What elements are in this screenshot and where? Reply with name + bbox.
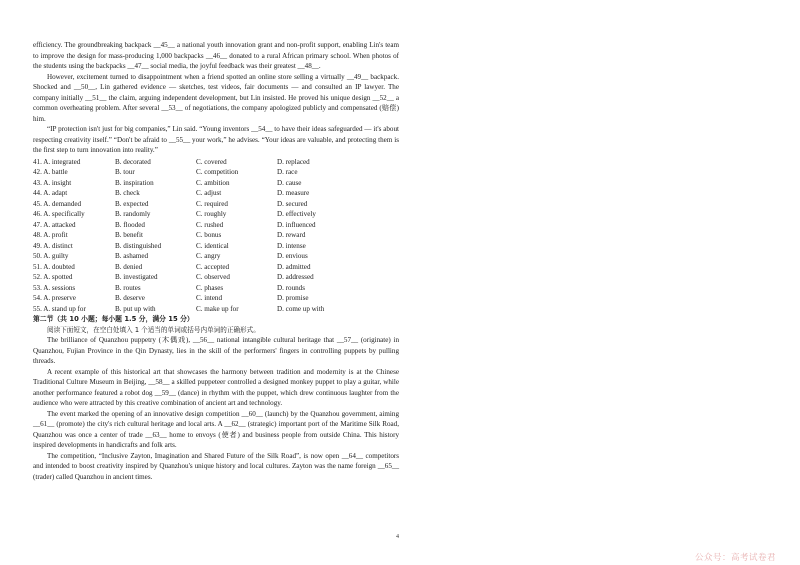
options-table [33,157,399,315]
paragraph: efficiency. The groundbreaking backpack __45__ a national youth innovation grant and non-profit support, enabling Lin's team to improve the design for mass-producing 1,000 backpacks __46__ donated to a rural African primary school. When photos of the students using the backpacks __47__ social media, the joyful feedback was their greatest __48__. [33,41,399,70]
option-choice: B. put up with [115,304,156,313]
option-choice: C. intend [196,294,223,302]
option-choice: D. promise [277,294,309,302]
option-choice: C. rushed [196,220,224,229]
option-choice: B. benefit [115,231,143,239]
option-choice: D. reward [277,231,306,239]
option-choice: 45. A. demanded [33,199,82,208]
option-choice: 47. A. attacked [33,220,76,229]
option-choice: C. identical [196,241,229,250]
paragraph: The brilliance of Quanzhou puppetry (木偶戏), __56__ national intangible cultural heritage that __57__ (originate) in Quanzhou, Fujian Province in the Qin Dynasty, lies in the skill of the performers' fingers in controlling puppets by pulling threads. [33,336,399,365]
option-choice: 42. A. battle [33,168,68,176]
watermark: 公众号：高考试卷君 [695,553,777,563]
option-choice: C. accepted [196,262,230,271]
paragraph: However, excitement turned to disappointment when a friend spotted an online store selling a virtually __49__ backpack. Shocked and __50__, Lin gathered evidence — sketches, test videos, fair documents — and consulted an IP lawyer. The company initially __51__ the claim, arguing independent development, but Lin insisted. He proved his unique design __52__ a common overheating problem. After several __53__ of negotiations, the company apologized publicly and compensated (赔偿) him. [33,72,399,123]
option-row [33,167,399,178]
option-choice: B. deserve [115,294,145,302]
option-choice: B. denied [115,262,143,271]
option-choice: D. measure [277,189,310,197]
option-choice: B. inspiration [115,178,154,187]
option-choice: B. randomly [115,210,151,218]
option-choice: C. adjust [196,189,222,197]
option-choice: C. roughly [196,210,227,218]
option-choice: B. distinguished [115,241,162,250]
option-row [33,304,399,315]
paragraph: The event marked the opening of an innovative design competition __60__ (launch) by the Quanzhou government, aiming __61__ (promote) the city's rich cultural heritage and local arts. A __62__ (strategic) important port of the Maritime Silk Road, Quanzhou was once a center of trade __63__ home to envoys (使者) and business people from outside China. This history inspired developments in handicrafts and folk arts. [33,409,399,449]
exam-page [33,40,399,482]
option-choice: B. decorated [115,157,151,166]
option-choice: 41. A. integrated [33,157,81,166]
paragraph: A recent example of this historical art that showcases the harmony between tradition and modernity is at the Chinese Traditional Culture Museum in Beijing, __58__ a skilled puppeteer controlled a designed monkey puppet to play a guitar, while another performance featured a robot dog __59__ (dance) in rhythm with the puppet, which drew continuous laughter from the audience who were attracted by this creative combination of ancient art and technology. [33,367,399,407]
option-choice: C. covered [196,157,227,166]
option-row [33,220,399,231]
option-choice: B. check [115,189,140,197]
option-choice: C. observed [196,273,230,281]
option-row [33,178,399,189]
option-row [33,251,399,262]
option-choice: 50. A. guilty [33,252,69,260]
option-choice: 44. A. adapt [33,189,68,197]
option-choice: D. influenced [277,220,316,229]
option-choice: 43. A. insight [33,178,72,187]
option-choice: C. competition [196,168,239,176]
option-choice: D. replaced [277,157,310,166]
option-choice: C. angry [196,252,221,260]
option-choice: C. phases [196,283,224,292]
option-choice: 52. A. spotted [33,273,73,281]
paragraph: “IP protection isn't just for big companies,” Lin said. “Young inventors __54__ to have their ideas safeguarded — it's about respecting creativity itself.” “Don't be afraid to __55__ your work,” he advises. “Your ideas are valuable, and protecting them is the first step to turn innovation into reality.” [33,125,399,154]
option-choice: 54. A. preserve [33,294,76,302]
option-choice: C. required [196,199,228,208]
option-choice: D. come up with [277,304,325,313]
option-choice: C. bonus [196,231,222,239]
option-row [33,241,399,252]
option-choice: D. race [277,168,298,176]
option-row [33,157,399,168]
option-choice: B. expected [115,199,149,208]
option-choice: B. ashamed [115,252,149,260]
option-row [33,199,399,210]
option-row [33,272,399,283]
option-row [33,283,399,294]
option-choice: D. envious [277,252,308,260]
section-title: 第二节（共 10 小题；每小题 1.5 分，满分 15 分） [33,315,194,323]
option-choice: C. make up for [196,304,239,313]
option-row [33,230,399,241]
page-number: 4 [396,534,399,540]
option-choice: D. cause [277,178,302,187]
option-row [33,293,399,304]
option-choice: 46. A. specifically [33,210,85,218]
section-instruction: 阅读下面短文，在空白处填入 1 个适当的单词或括号内单词的正确形式。 [47,325,260,334]
option-choice: D. secured [277,199,308,208]
option-choice: B. investigated [115,273,158,281]
option-choice: D. admitted [277,262,311,271]
option-choice: D. rounds [277,283,305,292]
option-choice: D. intense [277,241,306,250]
option-choice: 48. A. profit [33,231,68,239]
option-choice: B. tour [115,168,135,176]
option-row [33,262,399,273]
option-row [33,188,399,199]
option-choice: 49. A. distinct [33,241,73,250]
option-choice: D. effectively [277,210,316,218]
paragraph: The competition, “Inclusive Zayton, Imagination and Shared Future of the Silk Road”, is now open __64__ competitors and intended to boost creativity inspired by Quanzhou's unique history and local cultures. Zayton was the name foreign __65__ (trader) called Quanzhou in ancient times. [33,451,399,481]
option-choice: C. ambition [196,178,230,187]
option-choice: B. flooded [115,220,145,229]
option-choice: 51. A. doubted [33,262,75,271]
option-choice: 53. A. sessions [33,283,76,292]
option-choice: B. routes [115,283,141,292]
option-row [33,209,399,220]
option-choice: D. addressed [277,273,314,281]
option-choice: 55. A. stand up for [33,304,86,313]
